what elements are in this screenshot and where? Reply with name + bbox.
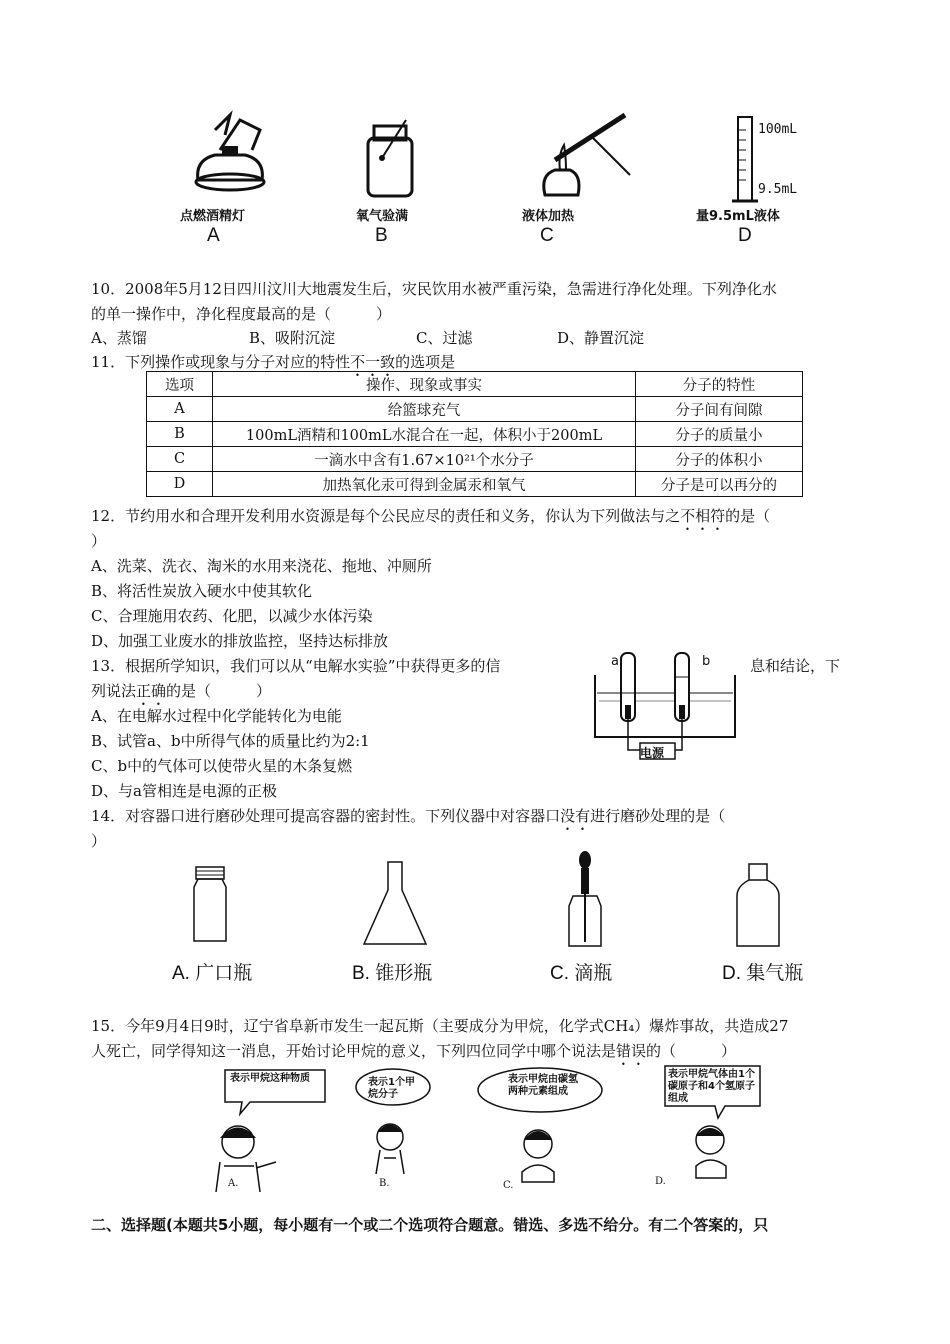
tube-b-label: b [702, 654, 711, 669]
gas-collecting-bottle-icon [733, 862, 783, 950]
table-cell: 分子的质量小 [636, 422, 803, 447]
q13-option-a: A、在电解水过程中化学能转化为电能 [91, 707, 342, 725]
table-row [147, 472, 803, 497]
dropper-bottle-label: C. 滴瓶 [550, 963, 613, 984]
q13-option-b: B、试管a、b中所得气体的质量比约为2:1 [91, 732, 370, 750]
table-row [147, 422, 803, 447]
option-b: B、吸附沉淀 [249, 329, 336, 347]
option-a: A、蒸馏 [91, 329, 147, 347]
q12-stem-text-end: 的是（ [725, 507, 771, 525]
power-source-label: 电源 [640, 746, 665, 760]
q11-stem-emphasis: 不一致 [350, 353, 396, 371]
q11-stem-text: 11．下列操作或现象与分子对应的特性 [91, 353, 351, 371]
q12-stem-emphasis: 不相符 [680, 507, 726, 525]
q13-stem-part2: 息和结论，下 [750, 657, 841, 675]
section-heading: 二、选择题(本题共5小题，每小题有一个或二个选项符合题意。错选、多选不给分。有二个答案的，只 [91, 1216, 769, 1234]
q14-stem-line2: ） [91, 832, 107, 850]
figure-caption: 液体加热 [522, 209, 575, 224]
table-cell: B [147, 422, 213, 447]
table-header-row [147, 372, 803, 397]
q13-stem-emphasis: 正确 [136, 682, 167, 700]
cartoon-letter-a: A. [228, 1178, 239, 1189]
table-row [147, 397, 803, 422]
table-cell: 分子间有间隙 [636, 397, 803, 422]
cylinder-top-label: 100mL [758, 122, 798, 137]
bubble-d-text: 表示甲烷气体由1个碳原子和4个氢原子组成 [668, 1069, 755, 1104]
table-cell: 分子的体积小 [636, 447, 803, 472]
q12-option-d: D、加强工业废水的排放监控，坚持达标排放 [91, 632, 389, 650]
table-cell: 加热氧化汞可得到金属汞和氧气 [213, 472, 636, 497]
cartoon-letter-d: D. [655, 1176, 666, 1187]
test-tube-heating-icon [530, 105, 640, 205]
q14-stem [91, 805, 725, 834]
q12-option-a: A、洗菜、洗衣、淘米的水用来浇花、拖地、冲厕所 [91, 557, 432, 575]
q12-stem [91, 505, 770, 534]
q15-stem-line1: 15．今年9月4日9时，辽宁省阜新市发生一起瓦斯（主要成分为甲烷，化学式CH₄）爆炸事故，共造成27 [91, 1017, 789, 1035]
table-cell: 分子是可以再分的 [636, 472, 803, 497]
q14-stem-text-end: 进行磨砂处理的是（ [590, 807, 726, 825]
table-cell: D [147, 472, 213, 497]
figure-letter: B [375, 225, 388, 246]
table-cell: 给篮球充气 [213, 397, 636, 422]
header-cell: 选项 [147, 372, 213, 397]
table-cell: A [147, 397, 213, 422]
q10-stem-line1: 10．2008年5月12日四川汶川大地震发生后，灾民饮用水被严重污染，急需进行净化处理。下列净化水 [91, 280, 777, 298]
cylinder-mark-label: 9.5mL [758, 182, 798, 197]
q10-stem-line2: 的单一操作中，净化程度最高的是（ ） [91, 305, 392, 323]
tube-a-label: a [611, 654, 619, 669]
table-cell: 100mL酒精和100mL水混合在一起，体积小于200mL [213, 422, 636, 447]
dropper-bottle-icon [565, 850, 605, 950]
table-row [147, 447, 803, 472]
table-cell: C [147, 447, 213, 472]
q15-stem-text: 人死亡，同学得知这一消息，开始讨论甲烷的意义，下列四位同学中哪个说法是 [91, 1042, 617, 1060]
q15-stem-text-end: 的（ ） [646, 1042, 737, 1060]
figure-caption: 量9.5mL液体 [696, 209, 780, 224]
q11-table [146, 371, 803, 497]
cartoon-letter-b: B. [379, 1178, 390, 1189]
q13-stem-part1: 13．根据所学知识，我们可以从“电解水实验”中获得更多的信 [91, 657, 501, 675]
figure-letter: D [738, 225, 752, 246]
q13-stem-text-end: 的是（ ） [166, 682, 272, 700]
alcohol-lamp-icon [180, 110, 280, 205]
q12-stem-line2: ） [91, 532, 107, 550]
option-c: C、过滤 [416, 329, 473, 347]
q13-option-c: C、b中的气体可以使带火星的木条复燃 [91, 757, 353, 775]
q14-stem-emphasis: 没有 [560, 807, 591, 825]
erlenmeyer-flask-label: B. 锥形瓶 [352, 963, 433, 984]
bubble-a-text: 表示甲烷这种物质 [230, 1073, 310, 1084]
figure-caption: 点燃酒精灯 [180, 209, 246, 224]
header-cell: 操作、现象或事实 [213, 372, 636, 397]
figure-letter: A [207, 225, 220, 246]
figure-letter: C [540, 225, 554, 246]
bubble-b-text: 表示1个甲烷分子 [368, 1077, 415, 1100]
q13-stem-text: 列说法 [91, 682, 137, 700]
electrolysis-diagram-icon [585, 645, 745, 770]
wide-mouth-bottle-label: A. 广口瓶 [172, 963, 253, 984]
q11-stem-text-end: 的选项是 [395, 353, 456, 371]
gas-collecting-bottle-label: D. 集气瓶 [722, 963, 804, 984]
option-d: D、静置沉淀 [557, 329, 645, 347]
figure-caption: 氧气验满 [356, 209, 409, 224]
q14-stem-text: 14．对容器口进行磨砂处理可提高容器的密封性。下列仪器中对容器口 [91, 807, 561, 825]
gas-bottle-icon [360, 118, 420, 200]
q12-option-c: C、合理施用农药、化肥，以减少水体污染 [91, 607, 373, 625]
cartoon-letter-c: C. [503, 1180, 514, 1191]
header-cell: 分子的特性 [636, 372, 803, 397]
wide-mouth-bottle-icon [190, 865, 230, 945]
q12-option-b: B、将活性炭放入硬水中使其软化 [91, 582, 313, 600]
bubble-c-text: 表示甲烷由碳氢两种元素组成 [508, 1074, 578, 1097]
erlenmeyer-flask-icon [360, 860, 430, 948]
table-cell: 一滴水中含有1.67×10²¹个水分子 [213, 447, 636, 472]
q15-stem-emphasis: 错误 [616, 1042, 647, 1060]
q13-option-d: D、与a管相连是电源的正极 [91, 782, 277, 800]
q12-stem-text: 12．节约用水和合理开发利用水资源是每个公民应尽的责任和义务，你认为下列做法与之 [91, 507, 681, 525]
